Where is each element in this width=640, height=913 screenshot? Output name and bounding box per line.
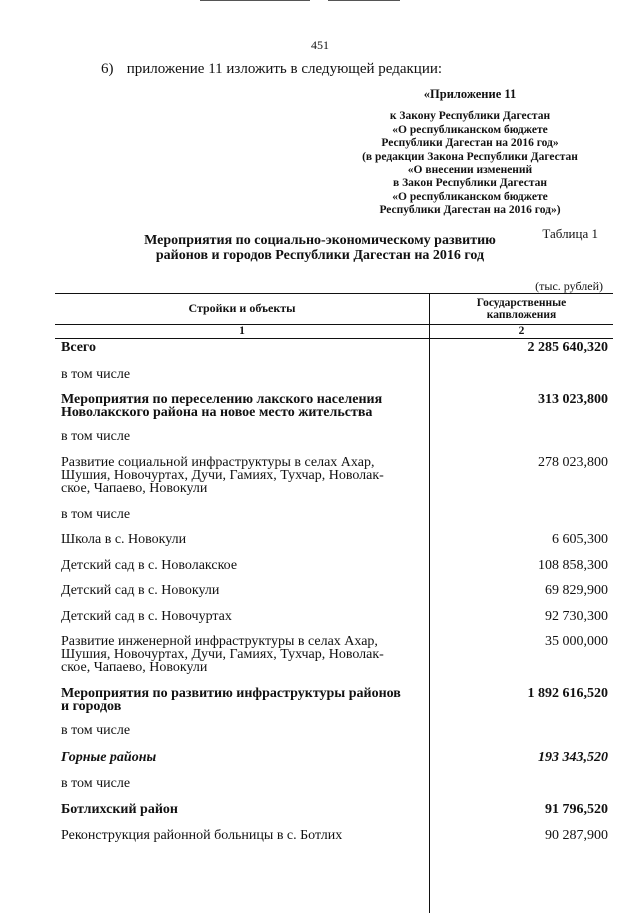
row-value: 92 730,300 (545, 609, 608, 624)
column-header-investments (430, 297, 613, 321)
row-label-line: в том числе (61, 723, 131, 738)
row-label (61, 803, 411, 816)
row-label (61, 456, 411, 495)
data-table (55, 293, 613, 913)
row-label-line: в том числе (61, 367, 131, 382)
title-line: Мероприятия по социально-экономическому развитию (144, 233, 496, 248)
row-label-line: Детский сад в с. Новолакское (61, 558, 238, 573)
row-value: 91 796,520 (545, 802, 608, 817)
row-value: 90 287,900 (545, 828, 608, 843)
row-label-line: Шушия, Новочуртах, Дучи, Гамиях, Тухчар, Новолак- (61, 647, 384, 662)
number-row-rule (55, 338, 613, 339)
column-divider (429, 293, 430, 913)
row-label-line: ское, Чапаево, Новокули (61, 481, 208, 496)
row-value: 6 605,300 (552, 532, 608, 547)
row-label (61, 829, 411, 842)
table-top-rule (55, 293, 613, 294)
row-label (61, 584, 411, 597)
row-label-line: Развитие инженерной инфраструктуры в селах Ахар, (61, 634, 378, 649)
appendix-line: «О республиканском бюджете (392, 190, 548, 203)
table-label: Таблица 1 (542, 226, 598, 241)
column-header-line: Государственные (476, 297, 567, 309)
appendix-line: «Приложение 11 (423, 87, 517, 101)
row-value: 278 023,800 (538, 455, 608, 470)
top-scan-line (200, 0, 310, 1)
row-label-line: и городов (61, 699, 122, 714)
row-label-line: Мероприятия по развитию инфраструктуры районов (61, 686, 401, 701)
appendix-header (330, 88, 610, 218)
row-label-line: Мероприятия по переселению лакского населения (61, 392, 383, 407)
row-value: 108 858,300 (538, 558, 608, 573)
row-label (61, 430, 411, 443)
appendix-line: «О республиканском бюджете (392, 123, 548, 136)
row-label (61, 635, 411, 674)
appendix-line: Республики Дагестан на 2016 год» (381, 137, 559, 150)
column-number-1: 1 (239, 325, 245, 337)
row-label-line: Детский сад в с. Новокули (61, 583, 220, 598)
row-label (61, 559, 411, 572)
row-label (61, 341, 411, 354)
row-label (61, 508, 411, 521)
row-value: 69 829,900 (545, 583, 608, 598)
column-header-line: капвложения (486, 309, 557, 321)
intro-number: 6) (101, 61, 114, 77)
table-title (100, 233, 540, 263)
intro-paragraph (101, 61, 442, 78)
row-value: 35 000,000 (545, 634, 608, 649)
row-label (61, 777, 411, 790)
row-label-line: в том числе (61, 776, 131, 791)
row-label-line: Новолакского района на новое место жительства (61, 405, 373, 420)
column-number-2: 2 (518, 325, 525, 337)
row-label-line: Детский сад в с. Новочуртах (61, 609, 232, 624)
row-label (61, 393, 411, 419)
row-label-line: Развитие социальной инфраструктуры в селах Ахар, (61, 455, 375, 470)
row-label-line: Шушия, Новочуртах, Дучи, Гамиях, Тухчар, Новолак- (61, 468, 384, 483)
top-scan-line (328, 0, 400, 1)
row-label-line: Ботлихский район (61, 802, 178, 817)
column-header-objects: Стройки и объекты (188, 301, 296, 315)
intro-text: приложение 11 изложить в следующей редакции: (126, 61, 443, 77)
units-label: (тыс. рублей) (535, 279, 603, 293)
row-label (61, 724, 411, 737)
row-label-line: Школа в с. Новокули (61, 532, 187, 547)
row-value: 1 892 616,520 (527, 686, 608, 701)
row-label (61, 751, 411, 764)
row-value: 193 343,520 (538, 750, 608, 765)
appendix-line: к Закону Республики Дагестан (389, 110, 551, 123)
row-label (61, 687, 411, 713)
row-label-line: Реконструкция районной больницы в с. Ботлих (61, 828, 343, 843)
row-label-line: в том числе (61, 507, 131, 522)
page-number: 451 (311, 38, 329, 52)
row-value: 2 285 640,320 (527, 340, 608, 355)
row-label (61, 533, 411, 546)
row-label-line: в том числе (61, 429, 131, 444)
appendix-line: в Закон Республики Дагестан (393, 177, 547, 190)
row-label-line: ское, Чапаево, Новокули (61, 660, 208, 675)
appendix-line: Республики Дагестан на 2016 год») (379, 204, 561, 217)
row-label-line: Всего (61, 340, 96, 355)
title-line: районов и городов Республики Дагестан на 2016 год (155, 248, 485, 263)
row-label-line: Горные районы (61, 750, 157, 765)
row-label (61, 368, 411, 381)
row-label (61, 610, 411, 623)
appendix-line: (в редакции Закона Республики Дагестан (362, 150, 578, 163)
appendix-line: «О внесении изменений (407, 164, 533, 177)
row-value: 313 023,800 (538, 392, 608, 407)
